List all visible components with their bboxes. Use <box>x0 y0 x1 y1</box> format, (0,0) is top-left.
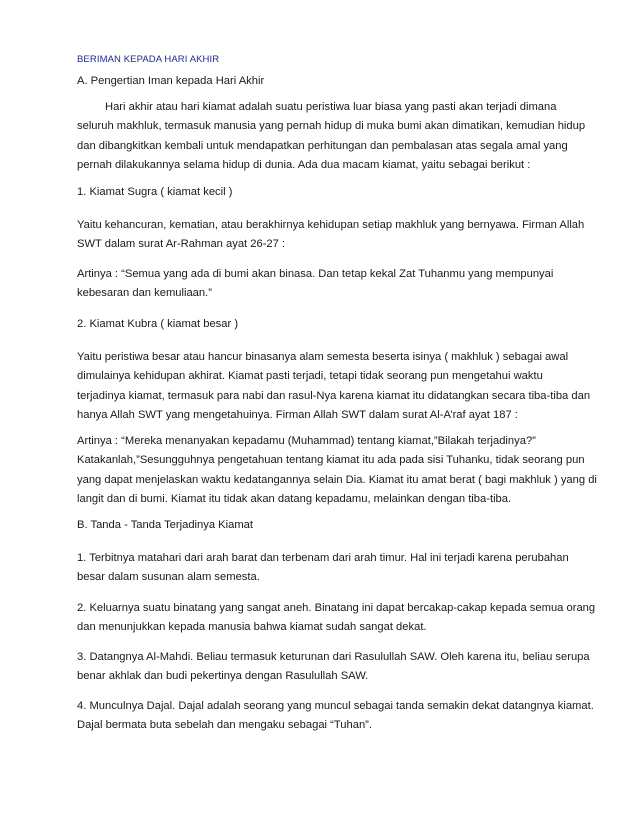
sign-item-line: Dajal bermata buta sebelah dan mengaku sebagai “Tuhan”. <box>77 719 372 732</box>
kiamat-kubra-artinya-line: Artinya : “Mereka menanyakan kepadamu (Muhammad) tentang kiamat,”Bilakah terjadinya?” <box>77 435 536 447</box>
sign-item-line: 2. Keluarnya suatu binatang yang sangat aneh. Binatang ini dapat bercakap-cakap kepada semua orang <box>77 602 596 614</box>
kiamat-sugra-paragraph <box>77 216 585 255</box>
section-a-heading: A. Pengertian Iman kepada Hari Akhir <box>77 75 265 87</box>
intro-line: seluruh makhluk, termasuk manusia yang pernah hidup di muka bumi akan dimatikan, kemudian hidup <box>77 120 586 133</box>
kiamat-sugra-artinya <box>77 265 567 304</box>
kiamat-kubra-artinya-line: langit dan di bumi. Kiamat itu tidak akan datang kepadamu, melainkan dengan tiba-tiba. <box>77 493 512 506</box>
sign-item-1 <box>77 549 567 588</box>
sign-item-line: dan menunjukkan kepada manusia bahwa kiamat sudah sangat dekat. <box>77 621 427 634</box>
kiamat-sugra-artinya-line: Artinya : “Semua yang ada di bumi akan binasa. Dan tetap kekal Zat Tuhanmu yang mempunyai <box>77 268 554 280</box>
kiamat-kubra-line: hanya Allah SWT yang mengetahuinya. Firman Allah SWT dalam surat Al-A’raf ayat 187 : <box>77 409 518 422</box>
sign-item-line: benar akhlak dan budi pekertinya dengan Rasulullah SAW. <box>77 670 369 683</box>
kiamat-kubra-artinya-line: yang dapat menjelaskan waktu kedatangannya selain Dia. Kiamat itu amat berat ( bagi makhluk ) yang di <box>77 473 597 486</box>
kiamat-kubra-line: Yaitu peristiwa besar atau hancur binasanya alam semesta beserta isinya ( makhluk ) sebagai awal <box>77 351 569 363</box>
kiamat-kubra-artinya <box>77 432 597 510</box>
kiamat-sugra-artinya-line: kebesaran dan kemuliaan.” <box>77 287 212 300</box>
sign-item-3 <box>77 648 590 687</box>
kiamat-kubra-line: terjadinya kiamat, termasuk para nabi dan rasul-Nya karena kiamat itu didatangkan secara tiba-tiba dan <box>77 389 591 402</box>
sign-item-line: 4. Munculnya Dajal. Dajal adalah seorang yang muncul sebagai tanda semakin dekat datangnya kiamat. <box>77 700 594 712</box>
kiamat-kubra-paragraph <box>77 348 591 426</box>
kiamat-sugra-line: Yaitu kehancuran, kematian, atau berakhirnya kehidupan setiap makhluk yang bernyawa. Firman Allah <box>77 219 585 231</box>
section-b-heading: B. Tanda - Tanda Terjadinya Kiamat <box>77 519 254 531</box>
sign-item-line: 3. Datangnya Al-Mahdi. Beliau termasuk keturunan dari Rasulullah SAW. Oleh karena itu, beliau serupa <box>77 651 590 663</box>
sign-item-4 <box>77 697 594 736</box>
sign-item-line: besar dalam susunan alam semesta. <box>77 571 260 584</box>
sign-item-2 <box>77 599 596 638</box>
kiamat-kubra-heading: 2. Kiamat Kubra ( kiamat besar ) <box>77 318 239 330</box>
kiamat-kubra-artinya-line: Katakanlah,”Sesungguhnya pengetahuan tentang kiamat itu ada pada sisi Tuhanku, tidak seorang pun <box>77 454 585 467</box>
kiamat-sugra-line: SWT dalam surat Ar-Rahman ayat 26-27 : <box>77 238 286 251</box>
kiamat-kubra-line: dimulainya kehidupan akhirat. Kiamat pasti terjadi, tetapi tidak seorang pun mengetahui waktu <box>77 370 543 383</box>
sign-item-line: 1. Terbitnya matahari dari arah barat dan terbenam dari arah timur. Hal ini terjadi karena perubahan <box>77 552 569 564</box>
kiamat-sugra-heading: 1. Kiamat Sugra ( kiamat kecil ) <box>77 186 233 198</box>
document-title: BERIMAN KEPADA HARI AKHIR <box>77 54 220 65</box>
intro-line: pernah dilakukannya selama hidup di dunia. Ada dua macam kiamat, yaitu sebagai berikut : <box>77 159 531 172</box>
intro-line: Hari akhir atau hari kiamat adalah suatu peristiwa luar biasa yang pasti akan terjadi dimana <box>105 101 557 113</box>
intro-paragraph <box>77 98 586 176</box>
intro-line: dan dibangkitkan kembali untuk mendapatkan perhitungan dan pembalasan atas segala amal yang <box>77 139 568 152</box>
